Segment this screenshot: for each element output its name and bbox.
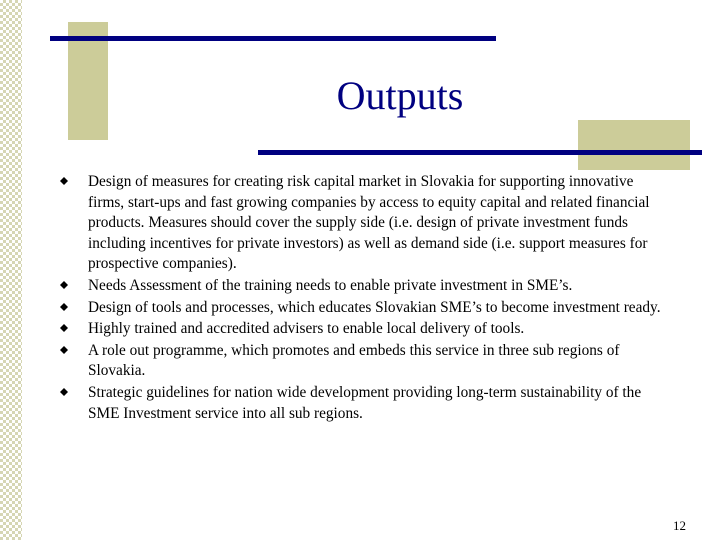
diamond-bullet-icon bbox=[60, 303, 68, 311]
diamond-bullet-icon bbox=[60, 281, 68, 289]
bullet-list bbox=[60, 172, 672, 425]
right-accent-block bbox=[578, 120, 690, 170]
checkered-border bbox=[0, 0, 22, 540]
bullet-item bbox=[60, 298, 672, 319]
top-rule bbox=[50, 36, 496, 41]
diamond-bullet-icon bbox=[60, 177, 68, 185]
page-number: 12 bbox=[673, 518, 686, 533]
bullet-item bbox=[60, 341, 672, 382]
diamond-bullet-icon bbox=[60, 324, 68, 332]
bullet-item bbox=[60, 383, 672, 424]
bullet-text: Design of measures for creating risk capital market in Slovakia for supporting innovative firms, start-ups and fast growing companies by access to equity capital and related financial products. Measures should cover the supply side (i.e. design of private investment funds including incentives for private investors) as well as demand side (i.e. support measures for prospective companies). bbox=[88, 173, 650, 273]
bullet-text: Strategic guidelines for nation wide development providing long-term sustainability of the SME Investment service into all sub regions. bbox=[88, 383, 642, 422]
bullet-item bbox=[60, 276, 672, 297]
bullet-text: Highly trained and accredited advisers to enable local delivery of tools. bbox=[88, 320, 525, 338]
bullet-item bbox=[60, 319, 672, 340]
slide-title: Outputs bbox=[336, 73, 464, 118]
right-rule bbox=[258, 150, 702, 155]
bullet-text: Design of tools and processes, which educates Slovakian SME’s to become investment ready. bbox=[88, 298, 661, 316]
diamond-bullet-icon bbox=[60, 388, 68, 396]
bullet-item bbox=[60, 172, 672, 275]
diamond-bullet-icon bbox=[60, 346, 68, 354]
bullet-text: A role out programme, which promotes and embeds this service in three sub regions of Slovakia. bbox=[88, 341, 620, 380]
bullet-text: Needs Assessment of the training needs to enable private investment in SME’s. bbox=[88, 276, 573, 294]
